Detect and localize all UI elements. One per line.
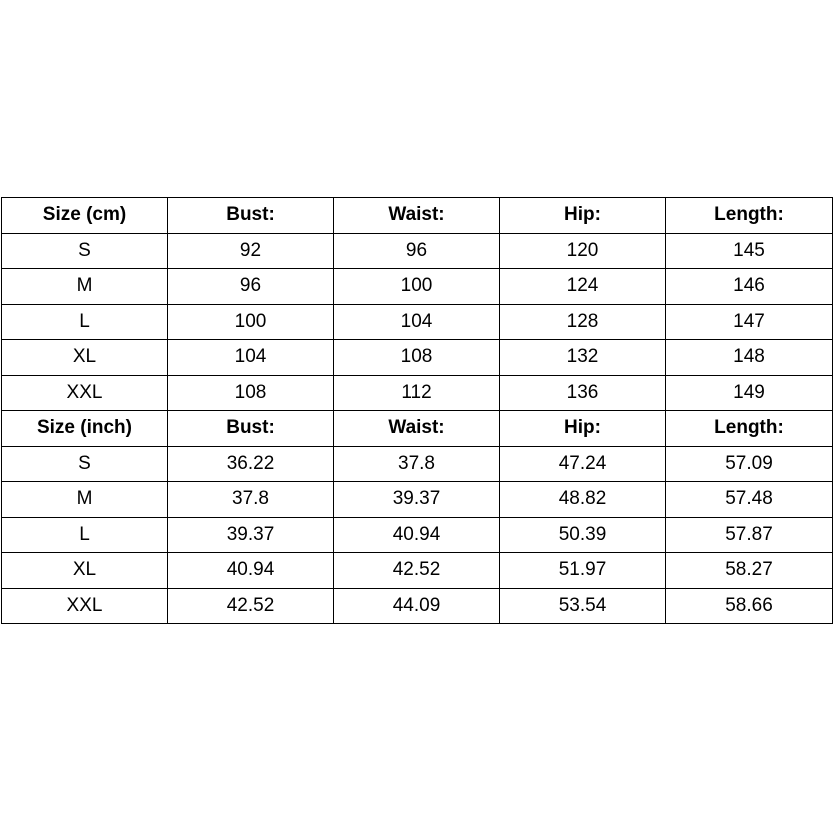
inch-header-row: [2, 411, 833, 447]
hip-cell: 136: [500, 375, 666, 411]
bust-cell: 40.94: [168, 553, 334, 589]
header-cell-waist: Waist:: [334, 198, 500, 234]
header-cell-bust: Bust:: [168, 411, 334, 447]
header-cell-length: Length:: [666, 198, 833, 234]
size-cell: XL: [2, 553, 168, 589]
table-row: [2, 588, 833, 624]
hip-cell: 124: [500, 269, 666, 305]
header-cell-bust: Bust:: [168, 198, 334, 234]
length-cell: 57.87: [666, 517, 833, 553]
bust-cell: 92: [168, 233, 334, 269]
waist-cell: 104: [334, 304, 500, 340]
size-cell: XXL: [2, 375, 168, 411]
table-row: [2, 517, 833, 553]
waist-cell: 100: [334, 269, 500, 305]
length-cell: 58.27: [666, 553, 833, 589]
size-cell: S: [2, 446, 168, 482]
waist-cell: 39.37: [334, 482, 500, 518]
bust-cell: 108: [168, 375, 334, 411]
bust-cell: 37.8: [168, 482, 334, 518]
hip-cell: 48.82: [500, 482, 666, 518]
size-cell: L: [2, 517, 168, 553]
bust-cell: 96: [168, 269, 334, 305]
hip-cell: 53.54: [500, 588, 666, 624]
length-cell: 149: [666, 375, 833, 411]
length-cell: 58.66: [666, 588, 833, 624]
hip-cell: 51.97: [500, 553, 666, 589]
hip-cell: 50.39: [500, 517, 666, 553]
size-cell: M: [2, 482, 168, 518]
header-cell-length: Length:: [666, 411, 833, 447]
length-cell: 148: [666, 340, 833, 376]
header-cell-hip: Hip:: [500, 411, 666, 447]
table-row: [2, 233, 833, 269]
length-cell: 145: [666, 233, 833, 269]
header-cell-size-inch: Size (inch): [2, 411, 168, 447]
waist-cell: 40.94: [334, 517, 500, 553]
size-chart-table: [1, 197, 833, 624]
bust-cell: 100: [168, 304, 334, 340]
table-row: [2, 340, 833, 376]
size-cell: S: [2, 233, 168, 269]
table-row: [2, 482, 833, 518]
waist-cell: 96: [334, 233, 500, 269]
header-cell-size-cm: Size (cm): [2, 198, 168, 234]
bust-cell: 42.52: [168, 588, 334, 624]
length-cell: 146: [666, 269, 833, 305]
table-row: [2, 375, 833, 411]
waist-cell: 44.09: [334, 588, 500, 624]
waist-cell: 37.8: [334, 446, 500, 482]
hip-cell: 132: [500, 340, 666, 376]
table-row: [2, 446, 833, 482]
table-row: [2, 304, 833, 340]
hip-cell: 47.24: [500, 446, 666, 482]
size-cell: XL: [2, 340, 168, 376]
size-cell: M: [2, 269, 168, 305]
size-cell: XXL: [2, 588, 168, 624]
cm-header-row: [2, 198, 833, 234]
length-cell: 57.48: [666, 482, 833, 518]
hip-cell: 120: [500, 233, 666, 269]
bust-cell: 36.22: [168, 446, 334, 482]
header-cell-hip: Hip:: [500, 198, 666, 234]
waist-cell: 108: [334, 340, 500, 376]
length-cell: 57.09: [666, 446, 833, 482]
header-cell-waist: Waist:: [334, 411, 500, 447]
hip-cell: 128: [500, 304, 666, 340]
length-cell: 147: [666, 304, 833, 340]
bust-cell: 39.37: [168, 517, 334, 553]
table-row: [2, 269, 833, 305]
table-row: [2, 553, 833, 589]
size-cell: L: [2, 304, 168, 340]
waist-cell: 112: [334, 375, 500, 411]
size-chart-body: [2, 198, 833, 624]
bust-cell: 104: [168, 340, 334, 376]
waist-cell: 42.52: [334, 553, 500, 589]
